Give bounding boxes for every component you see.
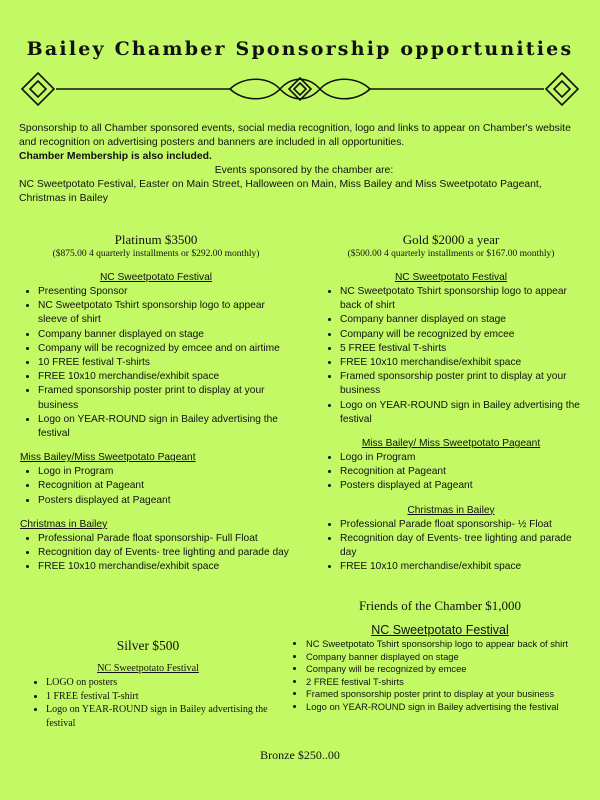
platinum-festival-list [20, 285, 292, 441]
list-item: • Posters displayed at Pageant [38, 494, 292, 508]
bronze-title: Bronze $250..00 [260, 748, 340, 762]
list-item: • Company banner displayed on stage [38, 328, 292, 342]
gold-christmas-list [322, 518, 580, 575]
list-item: • Logo on YEAR-ROUND sign in Bailey advertising the festival [340, 399, 580, 427]
list-item: • Framed sponsorship poster print to display at your business [306, 688, 590, 701]
list-item: • Company banner displayed on stage [306, 651, 590, 664]
decorative-divider [18, 64, 582, 114]
gold-title: Gold $2000 a year [402, 232, 500, 247]
list-item: • LOGO on posters [46, 676, 268, 690]
friends-festival-heading: NC Sweetpotato Festival [371, 623, 509, 637]
intro-paragraph: Sponsorship to all Chamber sponsored events, social media recognition, logo and links to appear on Chamber's website and recognition on advertising posters and banners are included in all opportunities. [19, 123, 571, 148]
intro-section [19, 122, 589, 206]
gold-festival-list [322, 285, 580, 427]
list-item: • Recognition day of Events- tree lighting and parade day [340, 532, 580, 560]
list-item: • 5 FREE festival T-shirts [340, 342, 580, 356]
gold-festival-heading: NC Sweetpotato Festival [394, 272, 508, 283]
list-item: • Recognition at Pageant [340, 465, 580, 479]
list-item: • 2 FREE festival T-shirts [306, 676, 590, 689]
list-item: • Framed sponsorship poster print to display at your business [340, 370, 580, 398]
left-diamond-ornament [22, 73, 54, 105]
friends-tier [290, 598, 590, 713]
events-list: NC Sweetpotato Festival, Easter on Main Street, Halloween on Main, Miss Bailey and Miss Sweetpotato Pageant, Christmas in Bailey [19, 179, 542, 204]
list-item: • Logo on YEAR-ROUND sign in Bailey advertising the festival [46, 703, 268, 730]
list-item: • Company will be recognized by emcee [340, 328, 580, 342]
silver-title: Silver $500 [116, 638, 180, 653]
list-item: • 1 FREE festival T-shirt [46, 690, 268, 704]
list-item: • Posters displayed at Pageant [340, 479, 580, 493]
platinum-festival-heading: NC Sweetpotato Festival [99, 272, 213, 283]
gold-subtitle: ($500.00 4 quarterly installments or $167.00 monthly) [347, 249, 555, 259]
right-diamond-ornament [546, 73, 578, 105]
list-item: • Recognition day of Events- tree lighting and parade day [38, 546, 292, 560]
silver-festival-heading: NC Sweetpotato Festival [97, 663, 199, 674]
list-item: • FREE 10x10 merchandise/exhibit space [340, 560, 580, 574]
list-item: • NC Sweetpotato Tshirt sponsorship logo to appear back of shirt [340, 285, 580, 313]
platinum-christmas-heading: Christmas in Bailey [20, 518, 108, 530]
list-item: • FREE 10x10 merchandise/exhibit space [38, 560, 292, 574]
list-item: • Presenting Sponsor [38, 285, 292, 299]
silver-tier [28, 638, 268, 730]
events-heading: Events sponsored by the chamber are: [214, 165, 394, 176]
list-item: • NC Sweetpotato Tshirt sponsorship logo to appear sleeve of shirt [38, 299, 292, 327]
list-item: • Company will be recognized by emcee and on airtime [38, 342, 292, 356]
gold-tier [322, 232, 580, 574]
list-item: • Recognition at Pageant [38, 479, 292, 493]
list-item: • FREE 10x10 merchandise/exhibit space [38, 370, 292, 384]
list-item: • Framed sponsorship poster print to display at your business [38, 384, 292, 412]
platinum-tier [20, 232, 292, 574]
platinum-subtitle: ($875.00 4 quarterly installments or $292.00 monthly) [52, 249, 260, 259]
list-item: • Company will be recognized by emcee [306, 663, 590, 676]
friends-festival-list [290, 638, 590, 713]
list-item: • 10 FREE festival T-shirts [38, 356, 292, 370]
platinum-christmas-list [20, 532, 292, 575]
list-item: • Professional Parade float sponsorship- ½ Float [340, 518, 580, 532]
list-item: • Company banner displayed on stage [340, 313, 580, 327]
list-item: • Logo on YEAR-ROUND sign in Bailey advertising the festival [38, 413, 292, 441]
platinum-pageant-list [20, 465, 292, 508]
list-item: • FREE 10x10 merchandise/exhibit space [340, 356, 580, 370]
list-item: • NC Sweetpotato Tshirt sponsorship logo to appear back of shirt [306, 638, 590, 651]
platinum-title: Platinum $3500 [114, 232, 198, 247]
list-item: • Logo on YEAR-ROUND sign in Bailey advertising the festival [306, 701, 590, 714]
list-item: • Logo in Program [340, 451, 580, 465]
platinum-pageant-heading: Miss Bailey/Miss Sweetpotato Pageant [20, 452, 196, 464]
gold-pageant-list [322, 451, 580, 494]
list-item: • Professional Parade float sponsorship- Full Float [38, 532, 292, 546]
gold-pageant-heading: Miss Bailey/ Miss Sweetpotato Pageant [361, 438, 541, 450]
friends-title: Friends of the Chamber $1,000 [358, 598, 522, 613]
membership-note: Chamber Membership is also included. [19, 151, 212, 162]
silver-festival-list [28, 676, 268, 730]
list-item: • Logo in Program [38, 465, 292, 479]
gold-christmas-heading: Christmas in Bailey [407, 504, 495, 516]
page-title: Bailey Chamber Sponsorship opportunities [26, 38, 574, 60]
